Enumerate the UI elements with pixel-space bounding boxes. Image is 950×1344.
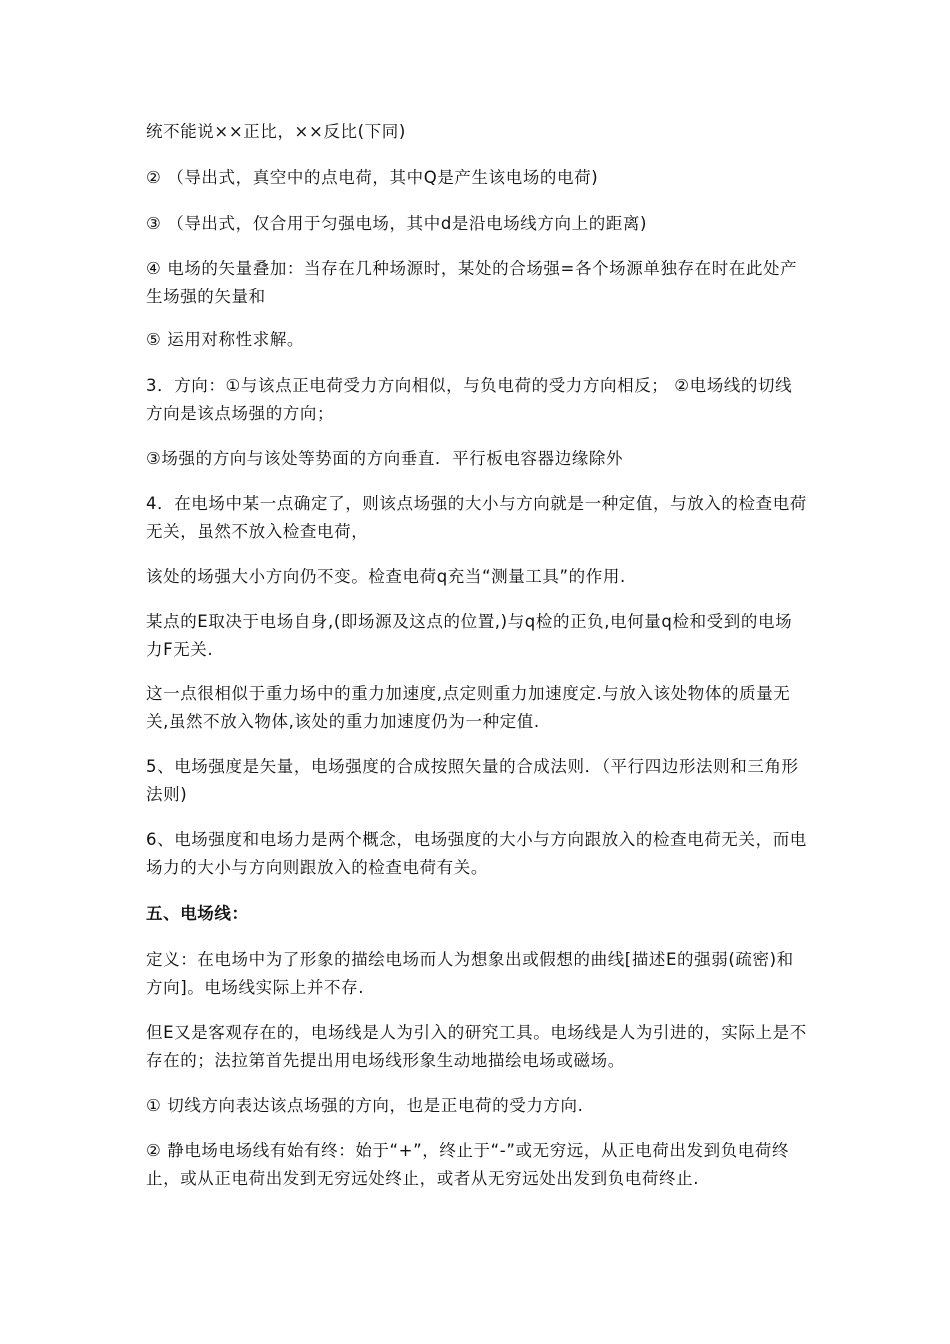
paragraph-field-source: 某点的E取决于电场自身,(即场源及这点的位置,)与q检的正负,电何量q检和受到的电场力F无关. — [146, 612, 793, 659]
paragraph-point-4: 4．在电场中某一点确定了，则该点场强的大小与方向就是一种定值，与放入的检查电荷无关，虽然不放入检查电荷， — [146, 494, 807, 541]
paragraph-continuation: 统不能说××正比，××反比(下同) — [146, 122, 406, 141]
paragraph-item-4: ④ 电场的矢量叠加：当存在几种场源时，某处的合场强=各个场源单独存在时在此处产生场强的矢量和 — [146, 259, 798, 306]
paragraph-item-2: ② （导出式，真空中的点电荷，其中Q是产生该电场的电荷) — [146, 168, 599, 187]
paragraph-line-item-1: ① 切线方向表达该点场强的方向，也是正电荷的受力方向. — [146, 1096, 584, 1115]
paragraph-point-5: 5、电场强度是矢量，电场强度的合成按照矢量的合成法则．（平行四边形法则和三角形法则) — [146, 757, 799, 804]
paragraph-item-5: ⑤ 运用对称性求解。 — [146, 330, 305, 349]
paragraph-point-6: 6、电场强度和电场力是两个概念，电场强度的大小与方向跟放入的检查电荷无关，而电场力的大小与方向则跟放入的检查电荷有关。 — [146, 830, 807, 877]
paragraph-test-charge: 该处的场强大小方向仍不变。检查电荷q充当“测量工具”的作用. — [146, 567, 626, 586]
paragraph-definition: 定义：在电场中为了形象的描绘电场而人为想象出或假想的曲线[描述E的强弱(疏密)和方向]。电场线实际上并不存. — [146, 950, 794, 997]
paragraph-equipotential: ③场强的方向与该处等势面的方向垂直．平行板电容器边缘除外 — [146, 449, 624, 468]
paragraph-line-item-2: ② 静电场电场线有始有终：始于“+”，终止于“-”或无穷远，从正电荷出发到负电荷终止，或从正电荷出发到无穷远处终止，或者从无穷远处出发到负电荷终止. — [146, 1141, 790, 1188]
section-heading: 五、电场线： — [146, 904, 249, 923]
paragraph-direction: 3．方向：①与该点正电荷受力方向相似，与负电荷的受力方向相反； ②电场线的切线方向是该点场强的方向； — [146, 376, 793, 423]
paragraph-item-3: ③ （导出式，仅合用于匀强电场，其中d是沿电场线方向上的距离) — [146, 214, 648, 233]
paragraph-faraday: 但E又是客观存在的，电场线是人为引入的研究工具。电场线是人为引进的，实际上是不存在的；法拉第首先提出用电场线形象生动地描绘电场或磁场。 — [146, 1023, 807, 1070]
paragraph-gravity-analogy: 这一点很相似于重力场中的重力加速度,点定则重力加速度定.与放入该处物体的质量无关,虽然不放入物体,该处的重力加速度仍为一种定值. — [146, 684, 791, 731]
